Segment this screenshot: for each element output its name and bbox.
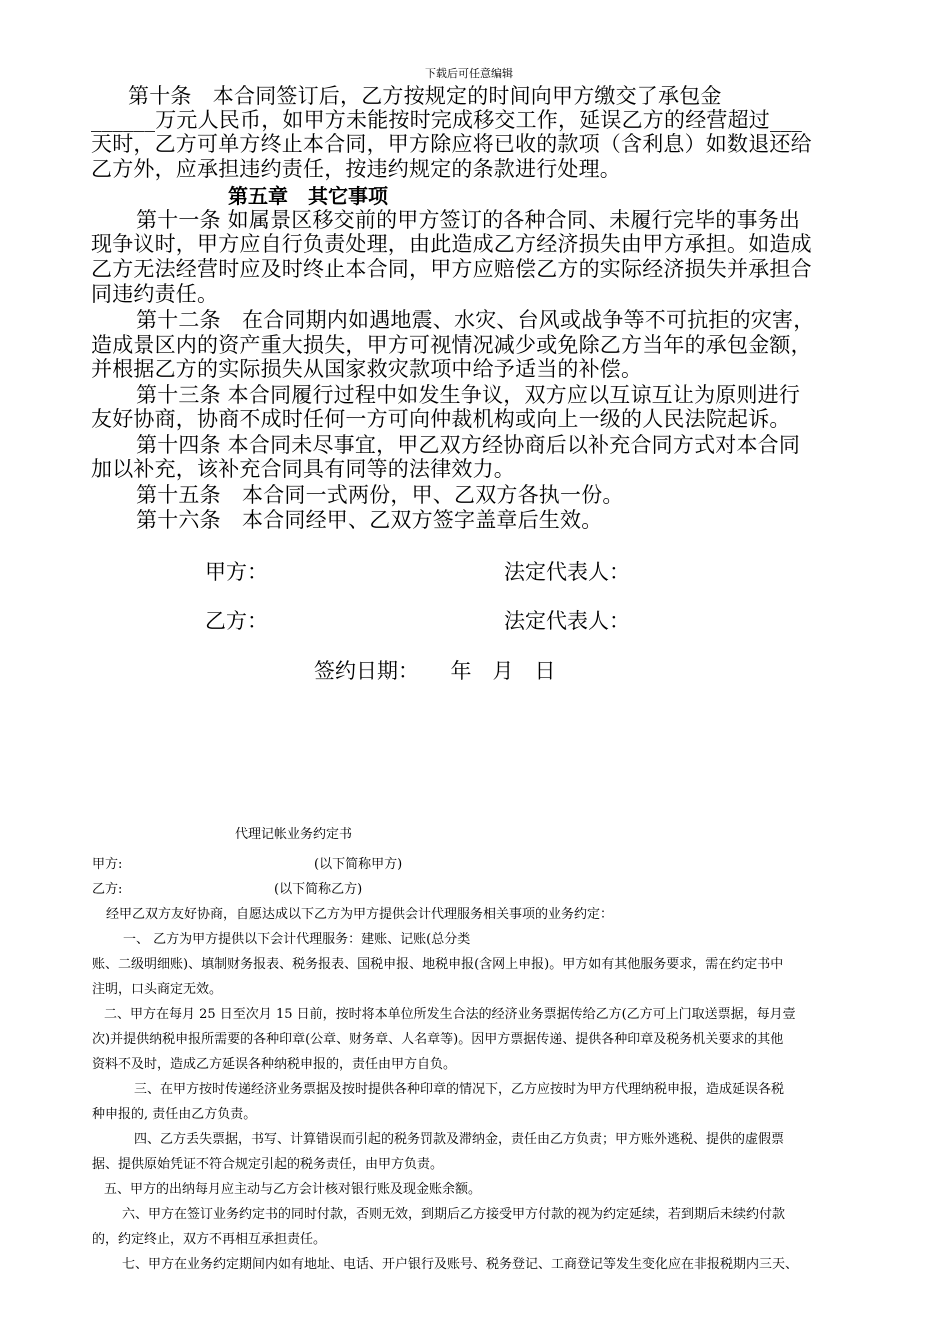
agreement-title: 代理记帐业务约定书 [235,827,353,842]
agreement-item-2-line: 次)并提供纳税申报所需要的各种印章(公章、财务章、人名章等)。因甲方票据传递、提供各种印章及税务机关要求的其他 [92,1032,784,1047]
article-12-line: 并根据乙方的实际损失从国家救灾款项中给予适当的补偿。 [91,357,643,381]
agreement-intro: 经甲乙双方友好协商，自愿达成以下乙方为甲方提供会计代理服务相关事项的业务约定： [106,907,614,922]
article-14-line: 加以补充，该补充合同具有同等的法律效力。 [91,457,515,481]
article-10-line: ______万元人民币，如甲方未能按时完成移交工作，延误乙方的经营超过___ [91,108,803,132]
article-15: 第十五条 本合同一式两份，甲、乙双方各执一份。 [136,483,624,507]
agreement-item-6-line: 的，约定终止，双方不再相互承担责任。 [92,1232,327,1247]
article-14-line: 第十四条 本合同未尽事宜，甲乙双方经协商后以补充合同方式对本合同 [136,433,801,457]
article-11-line: 第十一条 如属景区移交前的甲方签订的各种合同、未履行完毕的事务出 [136,208,801,232]
agreement-item-3-line: 种申报的, 责任由乙方负责。 [92,1107,257,1122]
article-12-line: 第十二条 在合同期内如遇地震、水灾、台风或战争等不可抗拒的灾害， [136,308,815,332]
article-13-line: 友好协商，协商不成时任何一方可向仲裁机构或向上一级的人民法院起诉。 [91,407,791,431]
article-11-line: 现争议时，甲方应自行负责处理，由此造成乙方经济损失由甲方承担。如造成 [91,232,812,256]
party-b-label: 乙方： [205,609,268,633]
agreement-item-1-line: 一、 乙方为甲方提供以下会计代理服务：建账、记账(总分类 [123,932,471,947]
agreement-item-3-line: 三、在甲方按时传递经济业务票据及按时提供各种印章的情况下，乙方应按时为甲方代理纳税申报，造成延误各税 [134,1082,785,1097]
sign-date: 签约日期： 年 月 日 [314,659,556,683]
agreement-party-b-label: 乙方: [92,882,123,897]
article-10-line: 第十条 本合同签订后，乙方按规定的时间向甲方缴交了承包金 [128,84,722,108]
agreement-item-4-line: 据、提供原始凭证不符合规定引起的税务责任，由甲方负责。 [92,1157,444,1172]
party-a-rep-label: 法定代表人： [504,560,630,584]
chapter-5-title: 第五章 其它事项 [228,184,388,208]
article-12-line: 造成景区内的资产重大损失，甲方可视情况减少或免除乙方当年的承包金额， [91,333,812,357]
article-10-line: 天时，乙方可单方终止本合同，甲方除应将已收的款项（含利息）如数退还给 [91,132,812,156]
agreement-item-6-line: 六、甲方在签订业务约定书的同时付款，否则无效，到期后乙方接受甲方付款的视为约定延续，若到期后未续约付款 [122,1207,786,1222]
agreement-item-4-line: 四、乙方丢失票据，书写、计算错误而引起的税务罚款及滞纳金，责任由乙方负责；甲方账外逃税、提供的虚假票 [134,1132,785,1147]
party-b-rep-label: 法定代表人： [504,609,630,633]
article-10-line: 乙方外，应承担违约责任，按违约规定的条款进行处理。 [91,157,621,181]
article-13-line: 第十三条 本合同履行过程中如发生争议，双方应以互谅互让为原则进行 [136,383,801,407]
agreement-party-a-label: 甲方: [92,857,123,872]
party-a-label: 甲方： [205,560,268,584]
agreement-item-1-line: 注明，口头商定无效。 [92,982,223,997]
article-16: 第十六条 本合同经甲、乙双方签字盖章后生效。 [136,508,603,532]
agreement-item-5: 五、甲方的出纳每月应主动与乙方会计核对银行账及现金账余额。 [104,1182,482,1197]
agreement-item-2-line: 资料不及时，造成乙方延误各种纳税申报的，责任由甲方自负。 [92,1057,457,1072]
article-11-line: 同违约责任。 [91,282,219,306]
article-11-line: 乙方无法经营时应及时终止本合同，甲方应赔偿乙方的实际经济损失并承担合 [91,257,812,281]
agreement-item-7: 七、甲方在业务约定期间内如有地址、电话、开户银行及账号、税务登记、工商登记等发生变化应在非报税期内三天、 [122,1257,799,1272]
agreement-item-2-line: 二、甲方在每月 25 日至次月 15 日前，按时将本单位所发生合法的经济业务票据传给乙方(乙方可上门取送票据，每月壹 [104,1007,796,1022]
agreement-item-1-line: 账、二级明细账)、填制财务报表、税务报表、国税申报、地税申报(含网上申报)。甲方如有其他服务要求，需在约定书中 [92,957,784,972]
agreement-party-b-note: (以下简称乙方) [274,882,363,897]
header-note: 下载后可任意编辑 [425,67,513,80]
agreement-party-a-note: (以下简称甲方) [314,857,403,872]
